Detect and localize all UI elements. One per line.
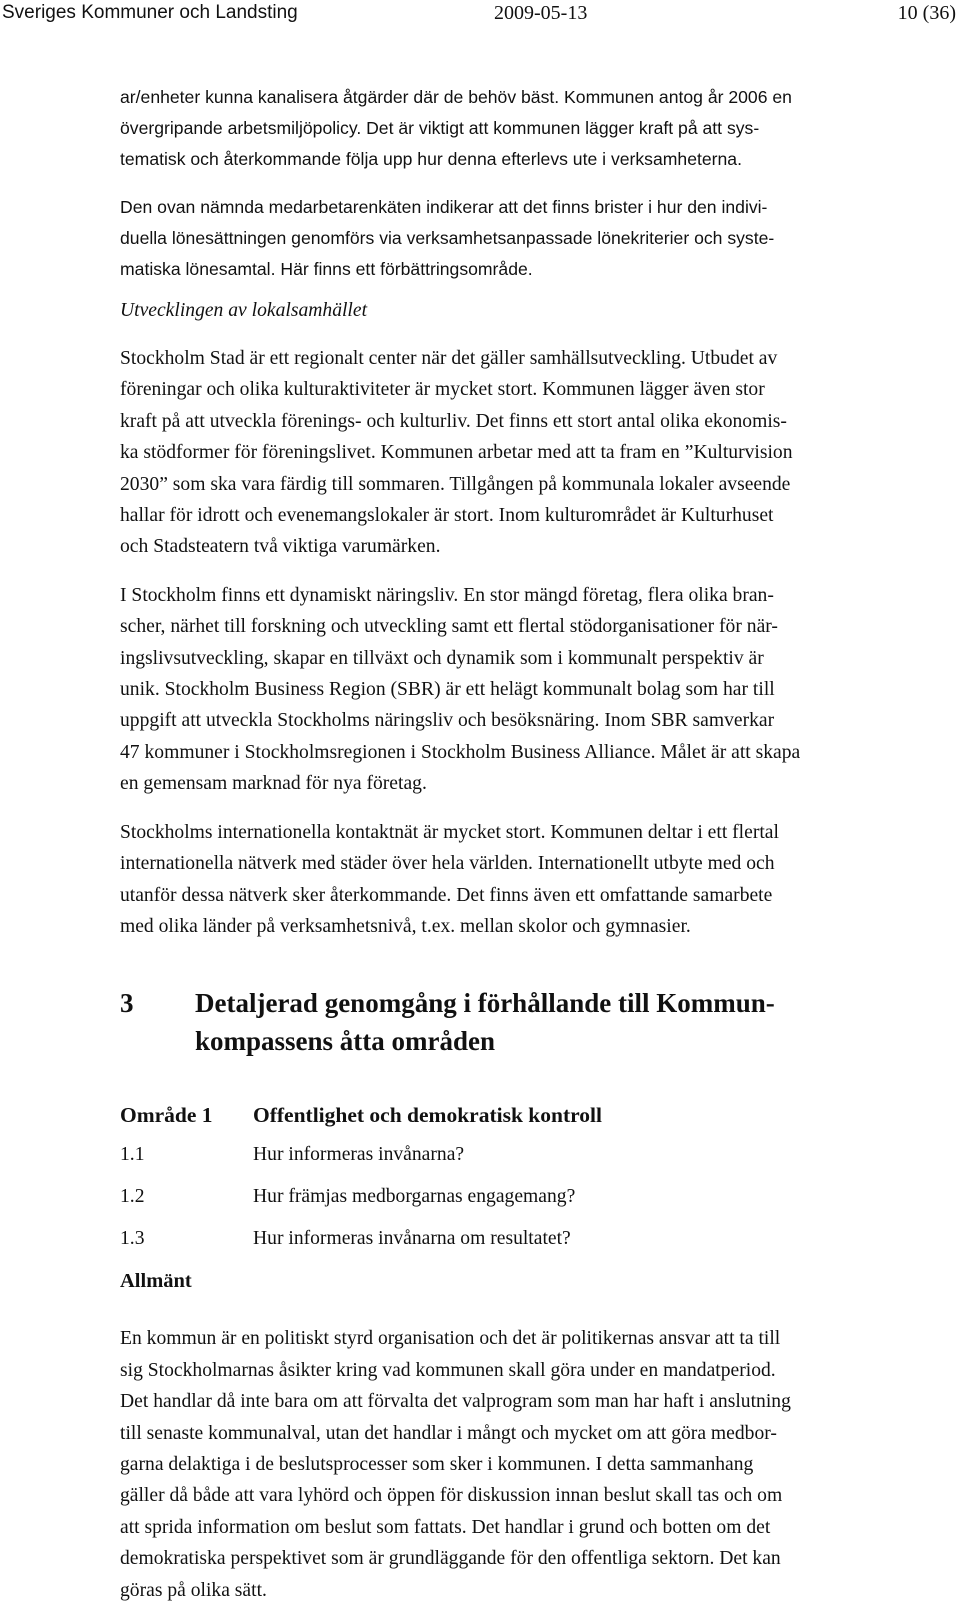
document-body: [120, 82, 900, 1606]
question-number: 1.3: [120, 1228, 145, 1250]
header-date: 2009-05-13: [494, 2, 588, 24]
chapter-heading: [120, 984, 900, 1060]
text-line: matiska lönesamtal. Här finns ett förbättringsområde.: [120, 259, 533, 279]
text-line: unik. Stockholm Business Region (SBR) är ett helägt kommunalt bolag som har till: [120, 679, 775, 701]
text-line: duella lönesättningen genomförs via verksamhetsanpassade lönekriterier och syste-: [120, 228, 775, 248]
text-line: Det handlar då inte bara om att förvalta det valprogram som man har haft i anslutning: [120, 1391, 791, 1413]
text-line: En kommun är en politiskt styrd organisation och det är politikernas ansvar att ta till: [120, 1328, 781, 1350]
paragraph-internationellt: [120, 817, 900, 943]
text-line: hallar för idrott och evenemangslokaler är stort. Inom kulturområdet är Kulturhuset: [120, 505, 774, 527]
question-item: [120, 1182, 900, 1212]
text-line: till senaste kommunalval, utan det handlar i mångt och mycket om att göra medbor-: [120, 1422, 777, 1444]
question-text: Hur informeras invånarna om resultatet?: [253, 1228, 571, 1250]
text-line: internationella nätverk med städer över hela världen. Internationellt utbyte med och: [120, 853, 775, 875]
text-line: med olika länder på verksamhetsnivå, t.ex. mellan skolor och gymnasier.: [120, 915, 691, 937]
text-line: gäller då både att vara lyhörd och öppen för diskussion innan beslut skall tas och om: [120, 1485, 783, 1507]
chapter-title: [195, 984, 845, 1060]
text-line: föreningar och olika kulturaktiviteter är mycket stort. Kommunen lägger även stor: [120, 379, 765, 401]
text-line: Stockholm Stad är ett regionalt center när det gäller samhällsutveckling. Utbudet av: [120, 348, 778, 369]
question-text: Hur informeras invånarna?: [253, 1144, 465, 1166]
text-line: 2030” som ska vara färdig till sommaren. Tillgången på kommunala lokaler avseende: [120, 473, 791, 495]
chapter-title-line: Detaljerad genomgång i förhållande till Kommun-: [195, 988, 775, 1019]
question-number: 1.1: [120, 1144, 145, 1166]
text-line: kraft på att utveckla förenings- och kulturliv. Det finns ett stort antal olika ekonomis-: [120, 410, 787, 432]
text-line: att sprida information om beslut som fattats. Det handlar i grund och botten om det: [120, 1516, 771, 1538]
question-item: [120, 1224, 900, 1254]
chapter-number: 3: [120, 988, 134, 1019]
header-organization: Sveriges Kommuner och Landsting: [2, 2, 298, 23]
text-line: ka stödformer för föreningslivet. Kommunen arbetar med att ta fram en ”Kulturvision: [120, 442, 793, 464]
area-label: Område 1: [120, 1103, 213, 1128]
text-line: och Stadsteatern två viktiga varumärken.: [120, 536, 441, 558]
text-line: ingslivsutveckling, skapar en tillväxt och dynamik som i kommunalt perspektiv är: [120, 647, 764, 669]
allmant-heading: Allmänt: [120, 1270, 192, 1293]
text-line: göras på olika sätt.: [120, 1579, 267, 1601]
text-line: tematisk och återkommande följa upp hur denna efterlevs ute i verksamheterna.: [120, 149, 742, 169]
section-subheading: Utvecklingen av lokalsamhället: [120, 300, 368, 321]
text-line: I Stockholm finns ett dynamiskt näringsliv. En stor mängd företag, flera olika bran-: [120, 584, 774, 606]
text-line: sig Stockholmarnas åsikter kring vad kommunen skall göra under en mandatperiod.: [120, 1359, 776, 1381]
text-line: Stockholms internationella kontaktnät är mycket stort. Kommunen deltar i ett flertal: [120, 821, 779, 843]
area-heading: [120, 1100, 900, 1130]
text-line: demokratiska perspektivet som är grundläggande för den offentliga sektorn. Det kan: [120, 1548, 781, 1570]
paragraph-lonesattning: [120, 192, 900, 285]
header-page-number: 10 (36): [897, 2, 956, 24]
text-line: garna delaktiga i de beslutsprocesser som sker i kommunen. I detta sammanhang: [120, 1453, 754, 1475]
page-header: [0, 0, 960, 30]
paragraph-lokalsamhallet: [120, 343, 900, 563]
paragraph-naringsliv: [120, 580, 900, 800]
question-number: 1.2: [120, 1186, 145, 1208]
text-line: uppgift att utveckla Stockholms näringsliv och besöksnäring. Inom SBR samverkar: [120, 710, 775, 732]
question-item: [120, 1140, 900, 1170]
text-line: ar/enheter kunna kanalisera åtgärder där de behöv bäst. Kommunen antog år 2006 en: [120, 87, 792, 107]
text-line: 47 kommuner i Stockholmsregionen i Stockholm Business Alliance. Målet är att skapa: [120, 741, 801, 763]
text-line: övergripande arbetsmiljöpolicy. Det är viktigt att kommunen lägger kraft på att sys-: [120, 118, 760, 138]
paragraph-allmant: [120, 1323, 900, 1606]
text-line: utanför dessa nätverk sker återkommande. Det finns även ett omfattande samarbete: [120, 884, 773, 906]
area-title: Offentlighet och demokratisk kontroll: [253, 1103, 602, 1128]
text-line: en gemensam marknad för nya företag.: [120, 773, 427, 795]
chapter-title-line: kompassens åtta områden: [195, 1026, 496, 1057]
paragraph-arbetsmiljo: [120, 82, 900, 175]
question-text: Hur främjas medborgarnas engagemang?: [253, 1186, 576, 1208]
text-line: Den ovan nämnda medarbetarenkäten indikerar att det finns brister i hur den indivi-: [120, 197, 768, 217]
text-line: scher, närhet till forskning och utveckling samt ett flertal stödorganisationer för när-: [120, 616, 778, 638]
